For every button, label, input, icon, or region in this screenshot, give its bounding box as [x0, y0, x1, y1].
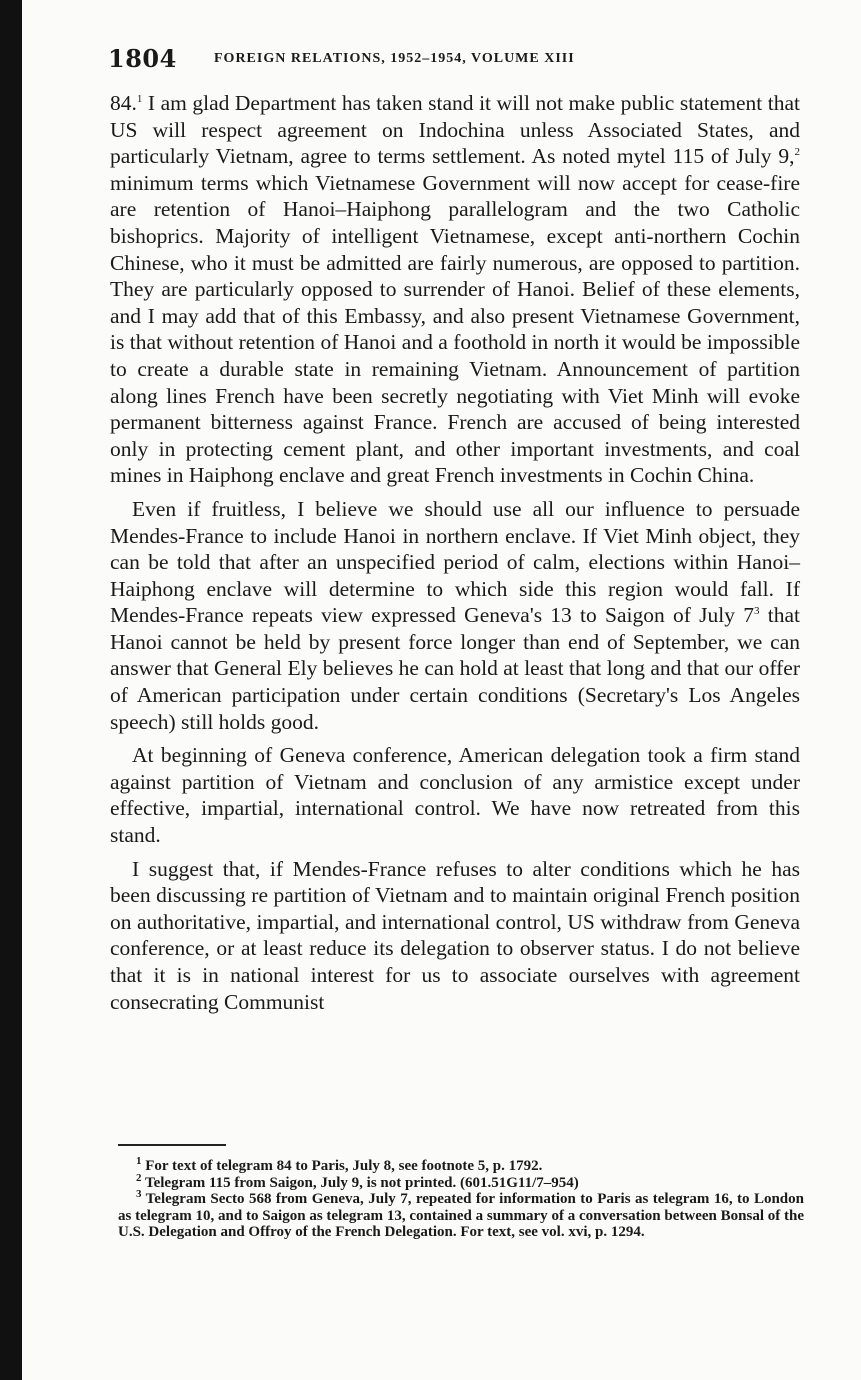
footnote-divider: [118, 1144, 226, 1146]
footnote-ref-3: 3: [754, 605, 760, 618]
footnote-1: [118, 1155, 804, 1175]
p2-text-a: Even if fruitless, I believe we should use all our influence to persuade Mendes-France to include Hanoi in northern enclave. If Viet Minh object, they can be told that after an unspecified period of calm, elections within Hanoi–Haiphong enclave will determine to which side this region would fall. If Mendes-France repeats view expressed Geneva's 13 to Saigon of July 7: [110, 496, 800, 628]
p2-text-b: that Hanoi cannot be held by present force longer than end of September, we can answer that General Ely believes he can hold at least that long and that our offer of American participation under certain conditions (Secretary's Los Angeles speech) still holds good.: [110, 603, 800, 734]
p1-text-c: minimum terms which Vietnamese Government will now accept for cease-fire are retention of Hanoi–Haiphong parallelogram and the two Catholic bishoprics. Majority of intelligent Vietnamese, except anti-northern Cochin Chinese, who it must be admitted are fairly numerous, are opposed to partition. They are particularly opposed to surrender of Hanoi. Belief of these elements, and I may add that of this Embassy, and also present Vietnamese Government, is that without retention of Hanoi and a foothold in north it would be impossible to create a durable state in remaining Vietnam. Announcement of partition along lines French have been secretly negotiating with Viet Minh will evoke permanent bitterness against France. French are accused of being interested only in protecting cement plant, and other important investments, and coal mines in Haiphong enclave and great French investments in Cochin China.: [110, 170, 800, 488]
page-number: 1804: [108, 44, 177, 73]
footnote-mark-2: 2: [136, 1171, 142, 1184]
footnote-2: [118, 1171, 804, 1192]
p1-text-b: I am glad Department has taken stand it will not make public statement that US will respect agreement on Indochina unless Associated States, and particularly Vietnam, agree to terms settlement. As noted mytel 115 of July 9,: [110, 91, 800, 169]
footnote-2-text: Telegram 115 from Saigon, July 9, is not printed. (601.51G11/7–954): [141, 1174, 579, 1191]
footnote-3: [118, 1188, 804, 1241]
p1-text-a: 84.: [110, 91, 137, 115]
footnote-ref-1: 1: [136, 92, 143, 105]
scan-dark-edge: [0, 0, 22, 1380]
body-text: [110, 90, 800, 1022]
footnote-3-text: Telegram Secto 568 from Geneva, July 7, repeated for information to Paris as telegram 16, to London as telegram 10, and to Saigon as telegram 13, contained a summary of a conversation between Bonsal of the U.S. Delegation and Offroy of the French Delegation. For text, see vol. xvi, p. 1294.: [118, 1191, 804, 1240]
paragraph-4: I suggest that, if Mendes-France refuses to alter conditions which he has been discussing re partition of Vietnam and to maintain original French position on authoritative, impartial, and international control, US withdraw from Geneva conference, or at least reduce its delegation to observer status. I do not believe that it is in national interest for us to associate ourselves with agreement consecrating Communist: [110, 856, 800, 1014]
page-header: [108, 44, 810, 78]
footnote-mark-1: 1: [136, 1155, 142, 1167]
paragraph-3: At beginning of Geneva conference, American delegation took a firm stand against partition of Vietnam and conclusion of any armistice except under effective, impartial, international control. We have now retreated from this stand.: [110, 743, 800, 848]
running-head: FOREIGN RELATIONS, 1952–1954, VOLUME XIII: [214, 51, 575, 66]
footnote-1-text: For text of telegram 84 to Paris, July 8, see footnote 5, p. 1792.: [141, 1158, 543, 1174]
footnote-mark-3: 3: [136, 1188, 142, 1200]
footnotes: [118, 1155, 804, 1241]
paragraph-1: [110, 90, 800, 489]
paragraph-2: [110, 496, 800, 735]
footnote-ref-2: 2: [794, 146, 800, 159]
